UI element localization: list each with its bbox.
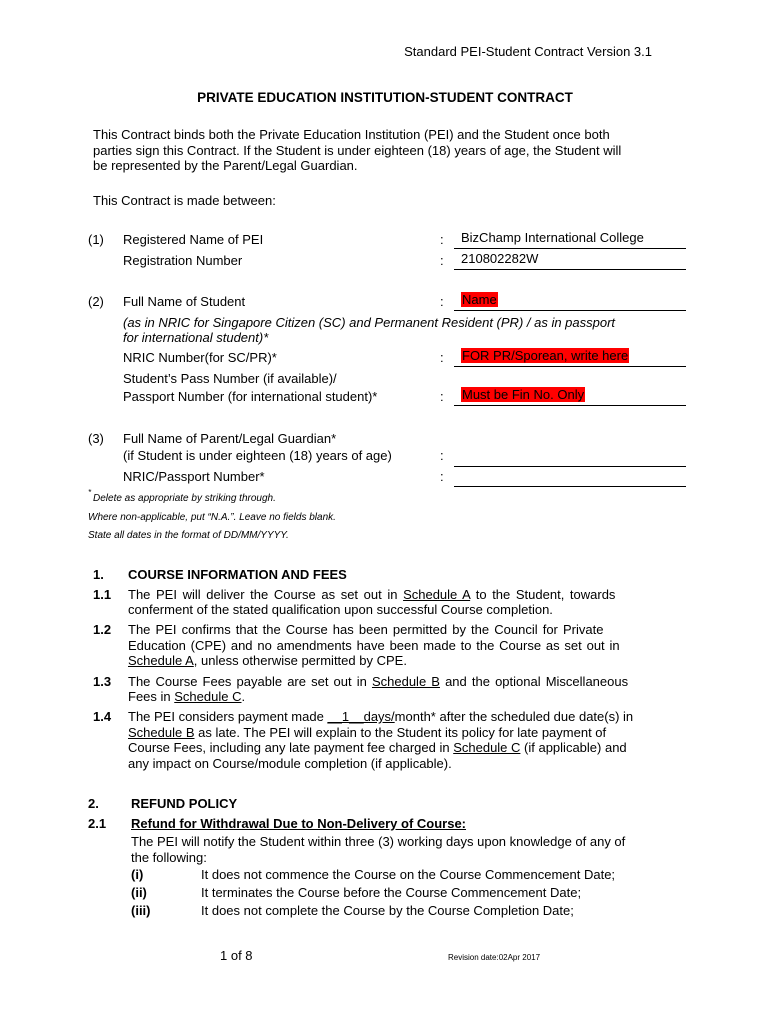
item-i-text: It does not commence the Course on the Course Commencement Date; bbox=[201, 867, 616, 882]
colon: : bbox=[440, 232, 444, 247]
section2-title: REFUND POLICY bbox=[131, 796, 238, 811]
clause-1-4-line-4: any impact on Course/module completion (if applicable). bbox=[128, 756, 452, 771]
page-title: PRIVATE EDUCATION INSTITUTION-STUDENT CONTRACT bbox=[197, 90, 573, 105]
clause-1-2-line-3: Schedule A, unless otherwise permitted by CPE. bbox=[128, 653, 407, 668]
pass-value: Must be Fin No. Only bbox=[462, 387, 585, 402]
clause-2-1-title: Refund for Withdrawal Due to Non-Delivery of Course: bbox=[131, 816, 467, 831]
clause-1-4-line-3: Course Fees, including any late payment fee charged in Schedule C (if applicable) and bbox=[128, 740, 627, 755]
student-name-value: Name bbox=[462, 292, 497, 307]
nric-value: FOR PR/Sporean, write here bbox=[462, 348, 629, 363]
clause-1-1-number: 1.1 bbox=[93, 587, 112, 602]
party2-number: (2) bbox=[88, 294, 104, 309]
colon: : bbox=[440, 448, 444, 463]
clause-2-1-line-1: The PEI will notify the Student within three (3) working days upon knowledge of any of bbox=[131, 834, 626, 849]
schedule-c-link[interactable]: Schedule C bbox=[453, 740, 521, 755]
guardian-name-field[interactable] bbox=[454, 448, 686, 467]
intro-line-1: This Contract binds both the Private Education Institution (PEI) and the Student once both bbox=[93, 127, 610, 142]
schedule-a-link[interactable]: Schedule A bbox=[403, 587, 471, 602]
colon: : bbox=[440, 469, 444, 484]
student-name-field[interactable] bbox=[454, 292, 686, 311]
section1-number: 1. bbox=[93, 567, 104, 582]
clause-1-1-line-2: conferment of the stated qualification upon successful Course completion. bbox=[128, 602, 553, 617]
item-iii-text: It does not complete the Course by the Course Completion Date; bbox=[201, 903, 574, 918]
pass-field[interactable] bbox=[454, 387, 686, 406]
student-name-note-2: for international student)* bbox=[123, 330, 269, 345]
nric-label: NRIC Number(for SC/PR)* bbox=[123, 350, 277, 365]
revision-date: Revision date:02Apr 2017 bbox=[448, 953, 541, 962]
guardian-name-label-2: (if Student is under eighteen (18) years of age) bbox=[123, 448, 392, 463]
clause-1-4-number: 1.4 bbox=[93, 709, 112, 724]
item-i-number: (i) bbox=[131, 867, 144, 882]
colon: : bbox=[440, 350, 444, 365]
colon: : bbox=[440, 389, 444, 404]
note-dates: State all dates in the format of DD/MM/YYYY. bbox=[88, 530, 289, 541]
clause-1-2-number: 1.2 bbox=[93, 622, 112, 637]
clause-1-3-line-1: The Course Fees payable are set out in Schedule B and the optional Miscellaneous bbox=[128, 674, 629, 689]
note-star: * bbox=[88, 488, 92, 497]
clause-2-1-number: 2.1 bbox=[88, 816, 107, 831]
clause-1-3-number: 1.3 bbox=[93, 674, 112, 689]
student-name-label: Full Name of Student bbox=[123, 294, 246, 309]
schedule-c-link[interactable]: Schedule C bbox=[174, 689, 242, 704]
party3-number: (3) bbox=[88, 431, 104, 446]
schedule-b-link[interactable]: Schedule B bbox=[371, 674, 440, 689]
intro-line-2: parties sign this Contract. If the Student is under eighteen (18) years of age, the Student will bbox=[93, 143, 622, 158]
clause-1-4-line-1: The PEI considers payment made __1__days/month* after the scheduled due date(s) in bbox=[128, 709, 634, 724]
note-strike: Delete as appropriate by striking through. bbox=[93, 493, 276, 504]
guardian-name-label: Full Name of Parent/Legal Guardian* bbox=[123, 431, 337, 446]
clause-1-2-line-2: Education (CPE) and no amendments have been made to the Course as set out in bbox=[128, 638, 620, 653]
document-version: Standard PEI-Student Contract Version 3.1 bbox=[404, 44, 652, 59]
party1-number: (1) bbox=[88, 232, 104, 247]
registration-number-field[interactable] bbox=[454, 251, 686, 270]
section1-title: COURSE INFORMATION AND FEES bbox=[128, 567, 347, 582]
pass-label-2: Passport Number (for international student)* bbox=[123, 389, 378, 404]
schedule-b-link[interactable]: Schedule B bbox=[128, 725, 195, 740]
item-ii-number: (ii) bbox=[131, 885, 147, 900]
item-iii-number: (iii) bbox=[131, 903, 151, 918]
page-number: 1 of 8 bbox=[220, 948, 253, 963]
clause-1-1-line-1: The PEI will deliver the Course as set out in Schedule A to the Student, towards bbox=[128, 587, 616, 602]
intro-line-3: be represented by the Parent/Legal Guardian. bbox=[93, 158, 358, 173]
registration-number-value: 210802282W bbox=[461, 251, 539, 266]
pei-name-value: BizChamp International College bbox=[461, 230, 644, 245]
section2-number: 2. bbox=[88, 796, 99, 811]
note-na: Where non-applicable, put “N.A.”. Leave no fields blank. bbox=[88, 512, 336, 523]
clause-1-3-line-2: Fees in Schedule C. bbox=[128, 689, 246, 704]
pass-label-1: Student’s Pass Number (if available)/ bbox=[123, 371, 337, 386]
student-name-note-1: (as in NRIC for Singapore Citizen (SC) and Permanent Resident (PR) / as in passport bbox=[123, 315, 616, 330]
clause-1-4-line-2: Schedule B as late. The PEI will explain to the Student its policy for late payment of bbox=[128, 725, 607, 740]
pei-name-label: Registered Name of PEI bbox=[123, 232, 264, 247]
item-ii-text: It terminates the Course before the Course Commencement Date; bbox=[201, 885, 582, 900]
colon: : bbox=[440, 294, 444, 309]
clause-2-1-line-2: the following: bbox=[131, 850, 207, 865]
registration-number-label: Registration Number bbox=[123, 253, 243, 268]
schedule-a-link[interactable]: Schedule A bbox=[128, 653, 194, 668]
nric-field[interactable] bbox=[454, 348, 686, 367]
clause-1-2-line-1: The PEI confirms that the Course has been permitted by the Council for Private bbox=[128, 622, 604, 637]
guardian-nric-field[interactable] bbox=[454, 468, 686, 487]
pei-name-field[interactable] bbox=[454, 230, 686, 249]
guardian-nric-label: NRIC/Passport Number* bbox=[123, 469, 265, 484]
colon: : bbox=[440, 253, 444, 268]
made-between: This Contract is made between: bbox=[93, 193, 276, 208]
late-days-fill[interactable]: __1__days/ bbox=[327, 709, 395, 724]
